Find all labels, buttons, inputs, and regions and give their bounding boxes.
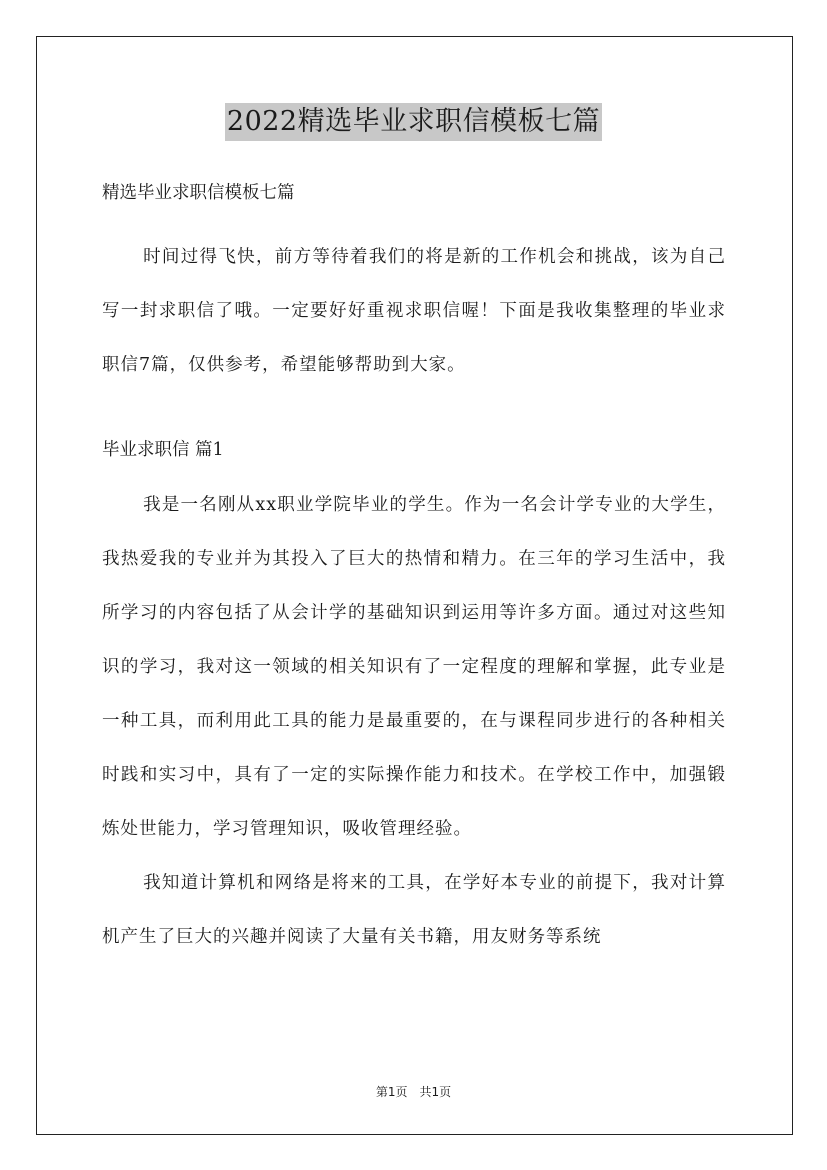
document-body bbox=[102, 178, 726, 964]
document-title: 2022精选毕业求职信模板七篇 bbox=[225, 103, 602, 141]
intro-paragraph: 时间过得飞快，前方等待着我们的将是新的工作机会和挑战，该为自己写一封求职信了哦。一定要好好重视求职信喔！下面是我收集整理的毕业求职信7篇，仅供参考，希望能够帮助到大家。 bbox=[102, 247, 726, 375]
body-paragraph: 我知道计算机和网络是将来的工具，在学好本专业的前提下，我对计算机产生了巨大的兴趣并阅读了大量有关书籍，用友财务等系统 bbox=[102, 873, 726, 947]
page-footer: 第1页 共1页 bbox=[375, 1085, 452, 1099]
body-paragraph: 我是一名刚从xx职业学院毕业的学生。作为一名会计学专业的大学生，我热爱我的专业并为其投入了巨大的热情和精力。在三年的学习生活中，我所学习的内容包括了从会计学的基础知识到运用等许多方面。通过对这些知识的学习，我对这一领域的相关知识有了一定程度的理解和掌握，此专业是一种工具，而利用此工具的能力是最重要的，在与课程同步进行的各种相关时践和实习中，具有了一定的实际操作能力和技术。在学校工作中，加强锻炼处世能力，学习管理知识，吸收管理经验。 bbox=[102, 495, 726, 839]
document-subtitle: 精选毕业求职信模板七篇 bbox=[102, 183, 295, 203]
title-container bbox=[0, 103, 827, 141]
section-heading: 毕业求职信 篇1 bbox=[102, 440, 224, 460]
